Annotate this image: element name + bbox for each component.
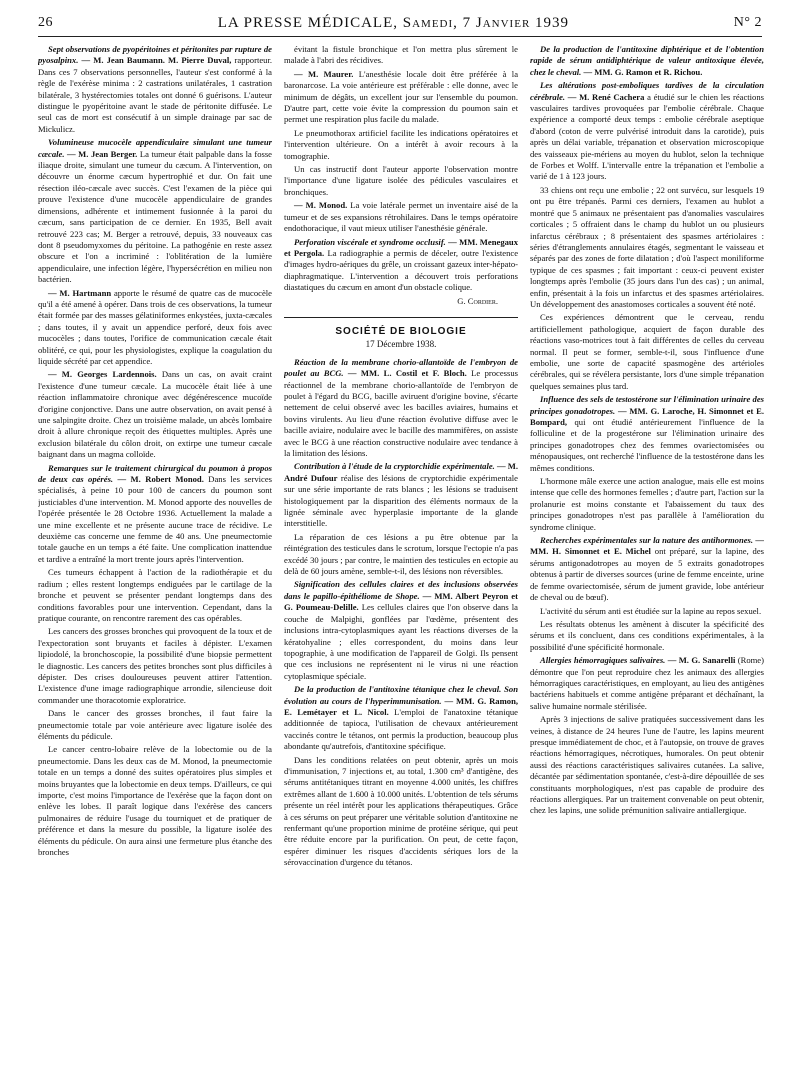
paragraph [38,288,272,368]
paragraph [284,69,518,126]
article-body: L'hormone mâle exerce une action analogue, mais elle est moins intense que celle des hormones femelles ; d'autre part, l'action sur la prolanurie est moins constante et l'abaissement du taux des principes gonadotropes n'est pas parallèle à l'amélioration du syndrome clinique. [530,476,764,532]
column-2-part-a [284,44,518,294]
article-body: apporte le résumé de quatre cas de mucocèle qu'il a été amené à opérer. Dans trois de ces observations, la tumeur était formée par des masses gélatiniformes enkystées, juxta-cæcales ; dans toutes, il y avait un appendice perforé, deux fois avec mucocèles ; dans toutes, l'orifice de communication cæcale était oblitéré, ce qui, pour les physiologistes, explique la coagulation du liquide sécrété par cet appendice. [38,287,272,366]
section-date: 17 Décembre 1938. [365,339,437,350]
paragraph [284,128,518,162]
article-body: Un cas instructif dont l'auteur apporte l'observation montre l'importance d'une ligature isolée des pédicules vasculaires et bronchiques. [284,164,518,197]
article-title: Signification des cellules claires et des inclusions observées dans le papillo-épithéliome de Shope. [284,579,518,601]
article-body: Le processus réactionnel de la membrane chorio-allantoïde de l'embryon de poulet à l'égard du BCG, bacille aviruent d'origine bovine, s'écarte nettement de celui observé avec les bacilles aviaires, humains et bovins virulents. Au lieu d'une réaction évolutive diffuse avec le bacille aviaire, nodulaire avec le bacille des mammifères, on assiste avec le BCG à une réaction constructive nodulaire avec tendance à la limitation des lésions. [284,368,518,458]
article-body: Ces tumeurs échappent à l'action de la radiothérapie et du radium ; elles restent longtemps endiguées par le cartilage de la bronche et peuvent se présenter pendant longtemps dans des conditions favorables pour une intervention. Cependant, dans la pratique courante, on rencontre rarement des cas opérables. [38,567,272,623]
paragraph [530,185,764,310]
article-title: Remarques sur le traitement chirurgical du poumon à propos de deux cas opérés. [38,462,272,485]
article-authors: — M. André Dufour [284,461,518,483]
article-title: Volumineuse mucocèle appendiculaire simulant une tumeur cæcale. [38,137,272,159]
paragraph [530,606,764,617]
article-body: Dans les services spécialisés, à peine 10 pour 100 de cancers du poumon sont justiciables d'une intervention. M. Monod apporte des nouvelles de l'opérée présentée le 28 Octobre 1936. Actuellement la malade a une mine excellente et ne présente aucune trace de récidive. Le deuxième cas concerne une femme de 40 ans. Une pneumectomie totale gauche en un temps a été faite. Une complication inattendue et tardive a entraîné la mort trente jours après l'intervention. [38,474,272,564]
article-authors: — MM. G. Laroche, H. Simonnet et E. Bompard, [530,405,764,427]
paragraph [284,357,518,460]
paragraph [530,535,764,603]
paragraph [530,655,764,712]
article-body: Dans les conditions relatées on peut obtenir, après un mois d'immunisation, 7 injections et, au total, 1.300 cm³ d'antigène, des sérums antitétaniques titrant en moyenne 4.000 unités, les chiffres extrêmes allant de 1.600 à 10.000 unités. L'obtention de tels sérums présente un réel intérêt pour les applications thérapeutiques. Grâce à ces sérums on peut préparer une véritable solution d'antitoxine ne renfermant qu'une proportion minime de protéine sérique, qui peut être réduite encore par la purification. On peut, de cette façon, espérer diminuer les risques d'accidents sériques lors de la sérovaccination d'urgence du tétanos. [284,754,518,868]
article-authors: — M. G. Sanarelli [667,655,736,666]
article-body: évitant la fistule bronchique et l'on mettra plus sûrement le malade à l'abri des récidives. [284,44,518,66]
paragraph [530,714,764,817]
article-authors: — M. René Cachera [567,91,645,102]
paragraph [38,463,272,566]
paragraph [38,744,272,858]
paragraph [530,476,764,533]
article-title: Recherches expérimentales sur la nature des antihormones. [540,535,754,546]
article-authors: — MM. L. Costil et F. Bloch. [347,368,467,379]
article-authors: — M. Hartmann [48,287,112,298]
journal-title: LA PRESSE MÉDICALE, Samedi, 7 Janvier 1939 [217,14,570,31]
paragraph [38,137,272,285]
paragraph [284,44,518,67]
article-title: Réaction de la membrane chorio-allantoïde de l'embryon de poulet au BCG. [284,356,518,379]
article-title: Contribution à l'étude de la cryptorchidie expérimentale. [294,461,495,472]
paragraph [530,312,764,392]
paragraph [284,164,518,198]
columns [38,44,766,1076]
article-title: De la production de l'antitoxine diphtérique et de l'obtention rapide de sérum antidiphtérique de valeur antitoxique élevée, chez le cheval. [530,44,764,77]
article-body: Les cancers des grosses bronches qui provoquent de la toux et de l'expectoration sont bruyants et faciles à dépister. L'examen lipiodolé, la bronchoscopie, la possibilité d'une biopsie permettent le diagnostic. Les cancers des petites bronches sont plus difficiles à dépister. Des crises douloureuses peuvent attirer l'attention. L'existence d'une image radiographique arrondie, silencieuse doit commander une thoracotomie exploratrice. [38,626,272,705]
article-authors: — M. Maurer. [294,68,354,79]
article-authors: — MM. Menegaux et Pergola. [284,236,518,258]
article-title: Allergies hémorragiques salivaires. [540,655,666,666]
article-body: La voie latérale permet un inventaire aisé de la tumeur et de ses expansions rétrohilaires. Dans le temps opératoire endothoracique, il vaut mieux utiliser l'anesthésie générale. [284,200,518,234]
paragraph [284,200,518,234]
article-authors: — MM. G. Ramon, E. Lemétayer et L. Nicol. [284,695,518,717]
article-title: De la production de l'antitoxine tétanique chez le cheval. Son évolution au cours de l'hyperimmunisation. [284,684,518,706]
article-body: Dans un cas, on avait craint l'existence d'une tumeur cæcale. La mucocèle était liée à une réaction inflammatoire chronique avec dégénérescence mucoïde d'origine conjonctive. Dans une autre observation, on avait pensé à une salpingite droite. Chez un troisième malade, un abcès lombaire droit à allure chronique reçoit des étiquettes multiples. Après une exclusion bilatérale du côlon droit, on extirpe une tumeur cæcale baignant dans un magma colloïde. [38,369,272,460]
paragraph [38,626,272,706]
paragraph [38,369,272,460]
article-authors: — M. Georges Lardennois. [48,369,157,380]
article-body: Les résultats obtenus les amènent à discuter la spécificité des sérums et ils concluent, dans ces conditions expérimentales, à la possibilité d'une spécificité hormonale. [530,618,764,652]
column-2-part-b [284,357,518,869]
column-3 [530,44,764,1076]
article-body: ont préparé, sur la lapine, des sérums antigonadotropes au moyen de 5 extraits gonadotropes obtenus à partir de diverses sources (urine de femme enceinte, urine de femme ovariectomisée, sérum de jument gravide, lobe antérieur de cheval ou de bœuf). [530,546,764,603]
article-body: L'activité du sérum anti est étudiée sur la lapine au repos sexuel. [540,605,762,616]
page-header [38,10,762,37]
article-body: réalise des lésions de cryptorchidie expérimentale sur une série importante de rats blancs ; les lésions se traduisent histologiquement par la disparition des éléments normaux de la lignée séminale avec hyperplasie importante de la glande interstitielle. [284,472,518,529]
article-body: 33 chiens ont reçu une embolie ; 22 ont survécu, sur lesquels 19 ont pu être trépanés. Parmi ces derniers, l'examen au hublot a montré que 5 animaux ne présentaient pas d'anomalies vasculaires corticales ; 5 offraient dans le champ du hublot un ou plusieurs infarctus cérébraux ; 8 présentaient des spasmes artériolaires : séries d'étranglements annulaires étagés, segmentant le vaisseau et séparés par des zones de forte dilatation ; d'où l'aspect moniliforme typique de ces spasmes ; fait important : ceux-ci peuvent exister longtemps après l'embolie (35 jours dans l'un des cas) ; un animal, enfin, présentait à la fois un infarctus et des spasmes artériolaires. Un développement des anastomoses corticales a souvent été noté. [530,184,764,309]
article-authors: — MM. H. Simonnet et E. Michel [530,535,764,557]
article-authors: — M. Robert Monod. [117,474,204,485]
column-1 [38,44,272,1076]
article-title: Influence des sels de testostérone sur l'élimination urinaire des principes gonadotropes. [530,394,764,416]
article-authors: — M. Monod. [294,200,348,211]
article-body: Le pneumothorax artificiel facilite les indications opératoires et l'intervention ultérieure. On a intérêt à avoir recours à la tomographie. [284,127,518,161]
paragraph [284,461,518,529]
article-body: (Rome) démontre que l'on peut reproduire chez les animaux des allergies hémorragiques caractéristiques, en employant, au lieu des antigènes bactériens habituels et comme antigène préparant et déchaînant, la salive humaine normale stérilisée. [530,655,764,711]
article-title: Perforation viscérale et syndrome occlusif. [294,236,446,247]
article-authors: — M. Jean Baumann. M. Pierre Duval, [81,55,232,66]
signature: G. Cordier. [457,295,498,306]
article-body: L'anesthésie locale doit être préférée à la baronarcose. La voie antérieure est préférable : elle donne, avec le minimum de dégâts, un excellent jour sur l'ensemble du poumon. D'autre part, cette voie évite la compression du poumon sain et permet une respiration plus facile du malade. [284,68,518,125]
paragraph [38,567,272,624]
article-body: Les cellules claires que l'on observe dans la couche de Malpighi, gonflées par l'œdème, présentent des inclusions intra-cytoplasmiques ayant les réactions diverses de la kératohyaline ; elles correspondent, du moins dans leur topographie, à une modification de l'appareil de Golgi. Ils pensent que ces inclusions ne représentent ni le virus ni une réaction cytoplasmique spéciale. [284,602,518,681]
article-body: rapporteur. Dans ces 7 observations personnelles, l'auteur s'est conformé à la règle de l'exérèse minima : 2 castrations unilatérales, 1 castration bilatérale, 3 hystérectomies totales ont donné 6 guérisons. L'auteur distingue le pyopéritoine avant le stade de péritonite diffusée. Le seul cas de mort est consécutif à un simple drainage par sac de Mickulicz. [38,55,272,134]
article-body: Après 3 injections de salive pratiquées successivement dans les veines, à distance de 24 heures l'une de l'autre, les lapins meurent presque immédiatement de choc, et à l'autopsie, on trouve de graves réactions hémorragiques, nécrotiques, humorales. On peut obtenir aussi des réactions caractéristiques salivaires cutanées. La salive, décantée par sédimentation spontanée, c'est-à-dire dépouillée de ses constituants morphologiques, n'est pas capable de produire des réactions allergiques. Par un traitement convenable on peut obtenir, chez les lapins, une solide prémunition salivaire antiallergique. [530,714,764,816]
paragraph [284,579,518,682]
paragraph [284,684,518,752]
article-authors: — MM. Albert Peyron et G. Poumeau-Delille. [284,590,518,613]
article-body: La tumeur était palpable dans la fosse iliaque droite, simulant une tumeur du cæcum. A l'intervention, on découvre un énorme cæcum hypertrophié et dur. On fait une résection iléo-cæcale avec succès. C'est l'examen de la pièce qui prouve l'existence d'une mucocèle appendiculaire de grandes dimensions, adhérente et intimement fusionnée à la paroi du cæcum, sans participation de ce dernier. En 1935, Bell avait retrouvé 223 cas; M. Berger a retrouvé, depuis, 33 nouveaux cas dont 8 pseudomyxomes du péritoine. La pathogénie en reste assez obscure et l'on a incriminé : l'oblitération de la lumière appendiculaire, une infection légère, l'hypersécrétion en milieu non bactérien. [38,148,272,285]
article-title: Les altérations post-emboliques tardives de la circulation cérébrale. [530,80,764,102]
page-number: 26 [38,15,53,30]
paragraph [530,44,764,78]
paragraph [38,44,272,135]
paragraph [38,708,272,742]
column-2 [284,44,518,1076]
article-authors: — MM. G. Ramon et R. Richou. [583,66,703,77]
article-authors: — M. Jean Berger. [67,148,138,159]
article-body: Dans le cancer des grosses bronches, il faut faire la pneumectomie totale par voie antérieure avec ligature isolée des éléments du pédicule. [38,708,272,741]
paragraph [284,532,518,578]
article-body: L'emploi de l'anatoxine tétanique additionnée de tapioca, l'utilisation de chevaux antérieurement vaccinés contre le tétanos, ont permis la production, beaucoup plus abondante qu'autrefois, d'antitoxine spécifique. [284,706,518,752]
paragraph [284,755,518,869]
section-title: SOCIÉTÉ DE BIOLOGIE [284,317,518,337]
paragraph [530,80,764,183]
issue-number: N° 2 [733,15,762,30]
article-body: La réparation de ces lésions a pu être obtenue par la réintégration des testicules dans le scrotum, lorsque l'ectopie n'a pas excédé 30 jours ; par contre, le maintien des testicules en ectopie au delà de 60 jours amène, semble-t-il, des lésions non réversibles. [284,531,518,577]
article-body: Ces expériences démontrent que le cerveau, rendu artificiellement pathologique, acquiert de façon durable des réactions vaso-motrices tout à fait différentes de celles du cerveau normal. Il peut se former, semble-t-il, sous l'influence d'une embolie, une sorte de capacité spasmogène des artérioles cérébrales, qui se révélera persistante, lors d'une simple trépanation quelques semaines plus tard. [530,312,764,391]
article-body: a étudié sur le chien les réactions vasculaires tardives provoquées par l'embolie cérébrale. Chaque expérience a comporté deux temps : embolie cérébrale aseptique d'abord (coton de verre pulvérisé introduit dans la carotide), puis après un délai variable, trépanation et observation microscopique des vaisseaux pie-mériens au moyen du hublot, selon la technique de Forbes et Wolff. L'intervalle entre la trépanation et l'embolie a varié de 1 à 123 jours. [530,91,764,182]
article-body: La radiographie a permis de déceler, outre l'existence d'images hydro-aériques du grêle, un croissant gazeux inter-hépato-diaphragmatique. L'intervention a découvert trois perforations diastatiques du cæcum en amont d'un obstacle colique. [284,247,518,293]
article-body: Le cancer centro-lobaire relève de la lobectomie ou de la pneumectomie. Dans les deux cas de M. Monod, la pneumectomie totale en un temps a donné des suites opératoires plus simples et moins bruyantes que la lobectomie en deux temps. D'ailleurs, ce qui importe, c'est moins l'importance de l'exérèse que la façon dont on enlève les lobes. Il paraît logique dans l'exérèse des cancers pulmonaires de réduire l'usage du tourniquet et de pratiquer de préférence et dans la mesure du possible, la ligature isolée des éléments du pédicule. On aura ainsi une fermeture plus étanche des bronches [38,744,272,858]
article-title: Sept observations de pyopéritoines et péritonites par rupture de pyosalpinx. [38,44,272,66]
paragraph [530,619,764,653]
paragraph [530,394,764,474]
article-body: qui ont étudié antérieurement l'influence de la folliculine et de la progestérone sur l'élimination urinaire des principes gonadotropes chez des femmes ovariectomisées ou ménopausiques, ont recherché l'influence de la testostérone dans les mêmes conditions. [530,417,764,473]
paragraph [284,237,518,294]
